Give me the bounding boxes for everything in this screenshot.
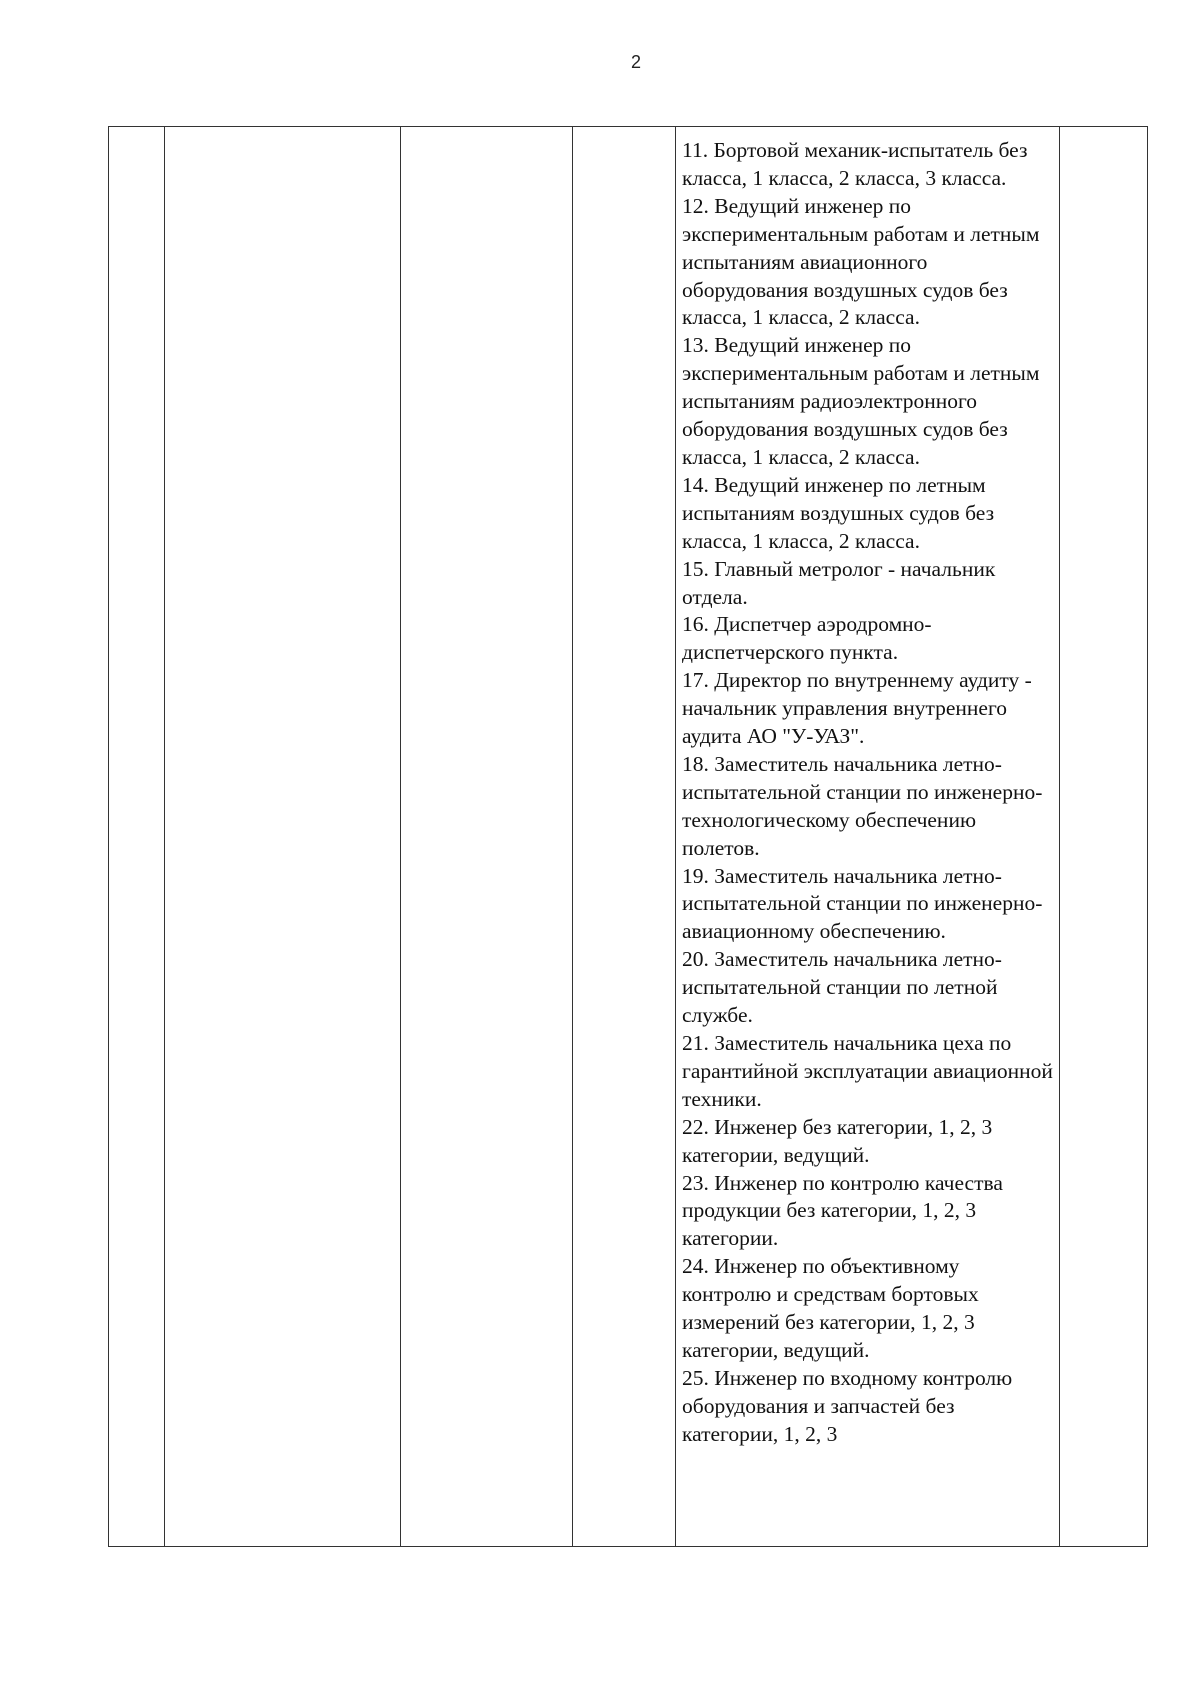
table-cell-empty (165, 127, 401, 1547)
list-item: 18. Заместитель начальника летно-испытательной станции по инженерно-технологическому обеспечению полетов. (682, 751, 1043, 860)
list-item: 21. Заместитель начальника цеха по гарантийной эксплуатации авиационной техники. (682, 1031, 1053, 1111)
list-item: 17. Директор по внутреннему аудиту - начальник управления внутреннего аудита АО "У-УАЗ". (682, 668, 1032, 749)
table-cell-number (109, 127, 165, 1547)
list-item: 11. Бортовой механик-испытатель без класса, 1 класса, 2 класса, 3 класса. (682, 138, 1028, 190)
list-item: 14. Ведущий инженер по летным испытаниям воздушных судов без класса, 1 класса, 2 класса. (682, 472, 995, 553)
list-item: 15. Главный метролог - начальник отдела. (682, 556, 996, 609)
list-item: 12. Ведущий инженер по экспериментальным работам и летным испытаниям авиационного оборудования воздушных судов без класса, 1 класса, 2 класса. (682, 193, 1040, 330)
list-item: 13. Ведущий инженер по экспериментальным работам и летным испытаниям радиоэлектронного оборудования воздушных судов без класса, 1 класса, 2 класса. (682, 333, 1040, 469)
table-cell-empty (573, 127, 676, 1547)
list-item: 20. Заместитель начальника летно-испытательной станции по летной службе. (682, 947, 1002, 1028)
positions-list (682, 137, 1053, 1449)
list-item: 22. Инженер без категории, 1, 2, 3 категории, ведущий. (682, 1114, 993, 1167)
positions-table (108, 126, 1148, 1547)
list-item: 24. Инженер по объективному контролю и средствам бортовых измерений без категории, 1, 2, 3 категории, ведущий. (682, 1254, 979, 1362)
table-cell-empty (1060, 127, 1148, 1547)
table-cell-positions (676, 127, 1060, 1547)
page-number: 2 (630, 52, 641, 72)
list-item: 25. Инженер по входному контролю оборудования и запчастей без категории, 1, 2, 3 (682, 1365, 1013, 1446)
table-row (109, 127, 1148, 1547)
list-item: 16. Диспетчер аэродромно-диспетчерского пункта. (682, 612, 932, 665)
list-item: 19. Заместитель начальника летно-испытательной станции по инженерно-авиационному обеспечению. (682, 863, 1043, 944)
list-item: 23. Инженер по контролю качества продукции без категории, 1, 2, 3 категории. (682, 1170, 1003, 1251)
table-cell-empty (401, 127, 573, 1547)
